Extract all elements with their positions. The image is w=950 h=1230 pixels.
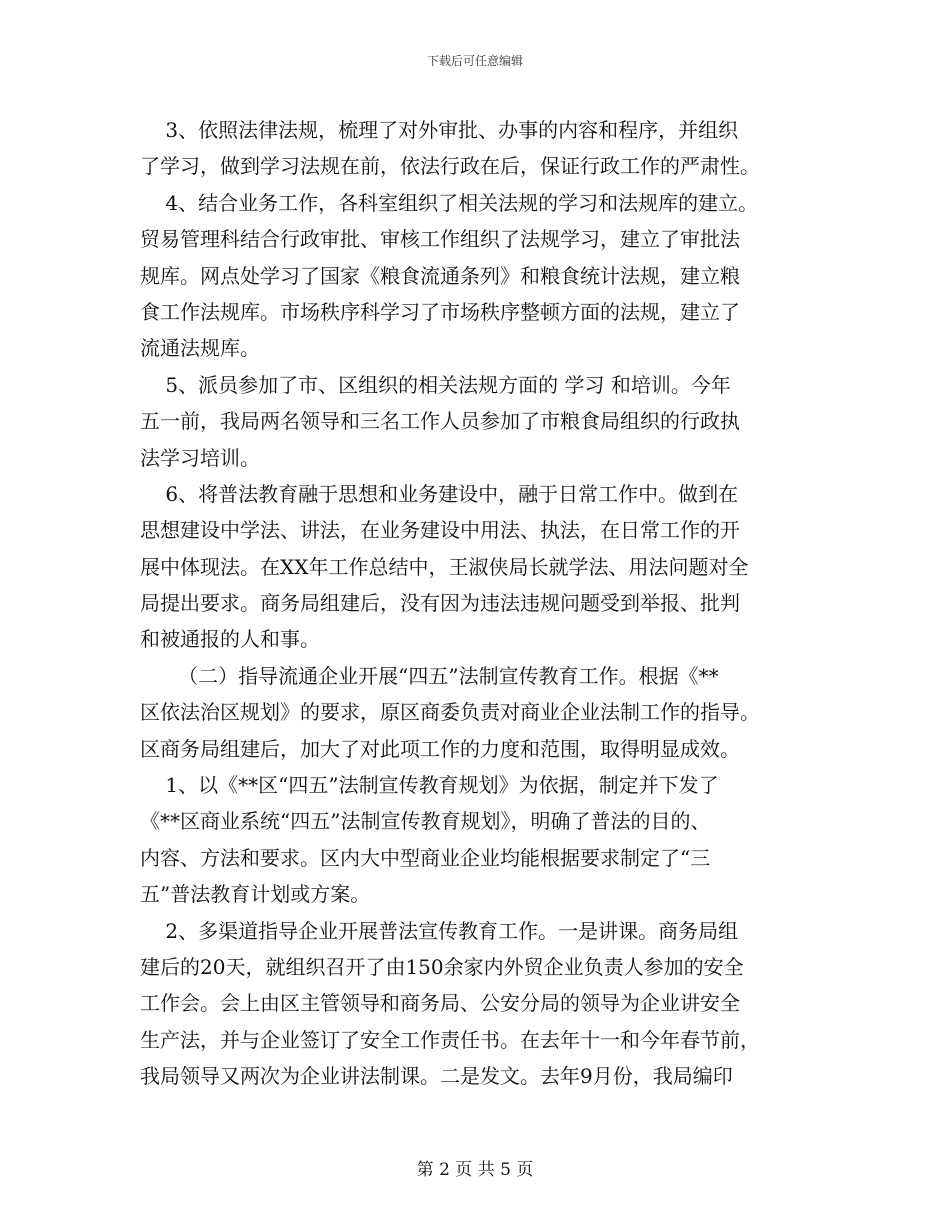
body-line: 工作会。会上由区主管领导和商务局、公安分局的领导为企业讲安全 bbox=[140, 991, 740, 1016]
body-line: 五”普法教育计划或方案。 bbox=[140, 882, 371, 907]
body-line: 和被通报的人和事。 bbox=[140, 627, 320, 652]
body-line: 流通法规库。 bbox=[140, 336, 260, 361]
body-line: 区商务局组建后，加大了对此项工作的力度和范围，取得明显成效。 bbox=[140, 736, 740, 761]
body-line: 五一前，我局两名领导和三名工作人员参加了市粮食局组织的行政执 bbox=[140, 409, 740, 434]
body-line: 法学习培训。 bbox=[140, 445, 260, 470]
body-line: 2、多渠道指导企业开展普法宣传教育工作。一是讲课。商务局组 bbox=[140, 918, 739, 943]
document-body bbox=[140, 112, 830, 1095]
body-line: 贸易管理科结合行政审批、审核工作组织了法规学习，建立了审批法 bbox=[140, 227, 740, 252]
body-line: 《**区商业系统“四五”法制宣传教育规划》，明确了普法的目的、 bbox=[140, 809, 711, 834]
body-line: 思想建设中学法、讲法，在业务建设中用法、执法，在日常工作的开 bbox=[140, 518, 740, 543]
body-line: 我局领导又两次为企业讲法制课。二是发文。去年9月份，我局编印 bbox=[140, 1064, 733, 1089]
page-header: 下载后可任意编辑 bbox=[426, 54, 523, 68]
body-line: 规库。网点处学习了国家《粮食流通条列》和粮食统计法规，建立粮 bbox=[140, 263, 740, 288]
body-line: 生产法，并与企业签订了安全工作责任书。在去年十一和今年春节前， bbox=[140, 1027, 760, 1052]
body-line: 6、将普法教育融于思想和业务建设中，融于日常工作中。做到在 bbox=[140, 481, 739, 506]
body-line: 内容、方法和要求。区内大中型商业企业均能根据要求制定了“三 bbox=[140, 845, 711, 870]
body-line: 展中体现法。在XX年工作总结中，王淑侠局长就学法、用法问题对全 bbox=[140, 554, 749, 579]
page-number: 第 2 页 共 5 页 bbox=[416, 1160, 534, 1180]
body-line: （二）指导流通企业开展“四五”法制宣传教育工作。根据《** bbox=[140, 663, 719, 688]
body-line: 食工作法规库。市场秩序科学习了市场秩序整顿方面的法规，建立了 bbox=[140, 299, 740, 324]
body-line: 1、以《**区“四五”法制宣传教育规划》为依据，制定并下发了 bbox=[140, 773, 719, 798]
body-line: 4、结合业务工作，各科室组织了相关法规的学习和法规库的建立。 bbox=[140, 190, 759, 215]
body-line: 3、依照法律法规，梳理了对外审批、办事的内容和程序，并组织 bbox=[140, 118, 739, 142]
body-line: 建后的20天，就组织召开了由150余家内外贸企业负责人参加的安全 bbox=[140, 954, 744, 979]
body-line: 局提出要求。商务局组建后，没有因为违法违规问题受到举报、批判 bbox=[140, 591, 740, 616]
body-line: 区依法治区规划》的要求，原区商委负责对商业企业法制工作的指导。 bbox=[140, 700, 760, 725]
body-line: 5、派员参加了市、区组织的相关法规方面的 学习 和培训。今年 bbox=[140, 372, 731, 397]
body-line: 了学习，做到学习法规在前，依法行政在后，保证行政工作的严肃性。 bbox=[140, 154, 760, 179]
